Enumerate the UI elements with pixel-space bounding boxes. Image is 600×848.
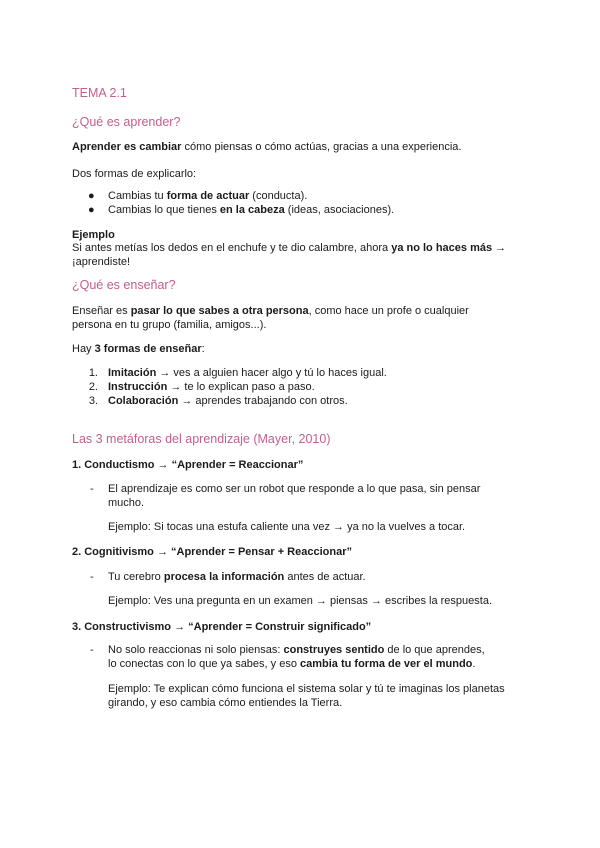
dash-icon: -	[90, 571, 94, 583]
text: de lo que aprendes,	[384, 644, 485, 656]
text: Cambias tu	[108, 190, 167, 202]
bullet-icon: ●	[88, 190, 95, 202]
bold-text: Colaboración	[108, 395, 179, 407]
list-item	[108, 366, 387, 380]
bold-text: Aprender es cambiar	[72, 141, 182, 153]
intro-text: Dos formas de explicarlo:	[72, 168, 197, 180]
bold-text: construyes sentido	[283, 644, 385, 656]
bold-text: Ejemplo	[72, 229, 115, 241]
bold-text: ya no lo haces más	[391, 242, 493, 254]
list-number: 2.	[88, 381, 98, 393]
page-title: TEMA 2.1	[72, 86, 127, 100]
list-number: 3.	[88, 395, 98, 407]
metaphor-title-3	[72, 620, 371, 634]
dash-icon: -	[90, 483, 94, 495]
text: Si antes metías los dedos en el enchufe y te dio calambre, ahora	[72, 242, 392, 254]
text: antes de actuar.	[284, 571, 366, 583]
paragraph-line: persona en tu grupo (familia, amigos...).	[72, 319, 267, 331]
metaphor-example: Ejemplo: Te explican cómo funciona el sistema solar y tú te imaginas los planetas	[108, 683, 505, 695]
text: cómo piensas o cómo actúas, gracias a una experiencia.	[181, 141, 462, 153]
metaphor-text	[108, 657, 475, 671]
bold-text: 3. Constructivismo → “Aprender = Construir significado”	[72, 621, 372, 633]
metaphor-text	[108, 570, 366, 584]
list-item	[108, 394, 348, 408]
example-label	[72, 228, 115, 242]
bold-text: pasar lo que sabes a otra persona	[130, 305, 309, 317]
example-line: ¡aprendiste!	[72, 256, 131, 268]
metaphor-title-2	[72, 545, 352, 559]
bold-text: 1. Conductismo → “Aprender = Reaccionar”	[72, 459, 304, 471]
bold-text: cambia tu forma de ver el mundo	[300, 658, 473, 670]
metaphor-text: El aprendizaje es como ser un robot que responde a lo que pasa, sin pensar	[108, 483, 481, 495]
section-heading-ensenar: ¿Qué es enseñar?	[72, 278, 176, 292]
definition-aprender	[72, 140, 461, 154]
text: Tu cerebro	[108, 571, 164, 583]
bold-text: 2. Cognitivismo → “Aprender = Pensar + Reaccionar”	[72, 546, 352, 558]
bold-text: forma de actuar	[166, 190, 250, 202]
metaphor-text	[108, 643, 485, 657]
text: .	[472, 658, 476, 670]
bold-text: Instrucción	[108, 381, 168, 393]
text: , como hace un profe o cualquier	[308, 305, 469, 317]
paragraph-line	[72, 304, 469, 318]
text: (ideas, asociaciones).	[284, 204, 395, 216]
dash-icon: -	[90, 644, 94, 656]
text: :	[201, 343, 205, 355]
text: (conducta).	[249, 190, 308, 202]
text: Hay	[72, 343, 95, 355]
text: → aprendes trabajando con otros.	[178, 395, 348, 407]
paragraph-line	[72, 342, 205, 356]
section-heading-aprender: ¿Qué es aprender?	[72, 115, 181, 129]
text: No solo reaccionas ni solo piensas:	[108, 644, 284, 656]
list-number: 1.	[88, 367, 98, 379]
text: → te lo explican paso a paso.	[167, 381, 315, 393]
bold-text: procesa la información	[163, 571, 285, 583]
text: Cambias lo que tienes	[108, 204, 220, 216]
list-item	[108, 380, 315, 394]
text: lo conectas con lo que ya sabes, y eso	[108, 658, 301, 670]
list-item	[108, 203, 394, 217]
bold-text: en la cabeza	[219, 204, 285, 216]
metaphor-example: Ejemplo: Ves una pregunta en un examen → piensas → escribes la respuesta.	[108, 595, 493, 607]
metaphor-example: girando, y eso cambia cómo entiendes la Tierra.	[108, 697, 343, 709]
example-line	[72, 241, 506, 255]
bullet-icon: ●	[88, 204, 95, 216]
text: →	[492, 242, 507, 254]
text: Enseñar es	[72, 305, 131, 317]
metaphor-example: Ejemplo: Si tocas una estufa caliente una vez → ya no la vuelves a tocar.	[108, 521, 466, 533]
bold-text: 3 formas de enseñar	[94, 343, 202, 355]
bold-text: Imitación	[108, 367, 157, 379]
metaphor-title-1	[72, 458, 303, 472]
metaphor-text: mucho.	[108, 497, 145, 509]
list-item	[108, 189, 307, 203]
text: → ves a alguien hacer algo y tú lo haces igual.	[156, 367, 387, 379]
section-heading-metaforas: Las 3 metáforas del aprendizaje (Mayer, 2010)	[72, 432, 331, 446]
